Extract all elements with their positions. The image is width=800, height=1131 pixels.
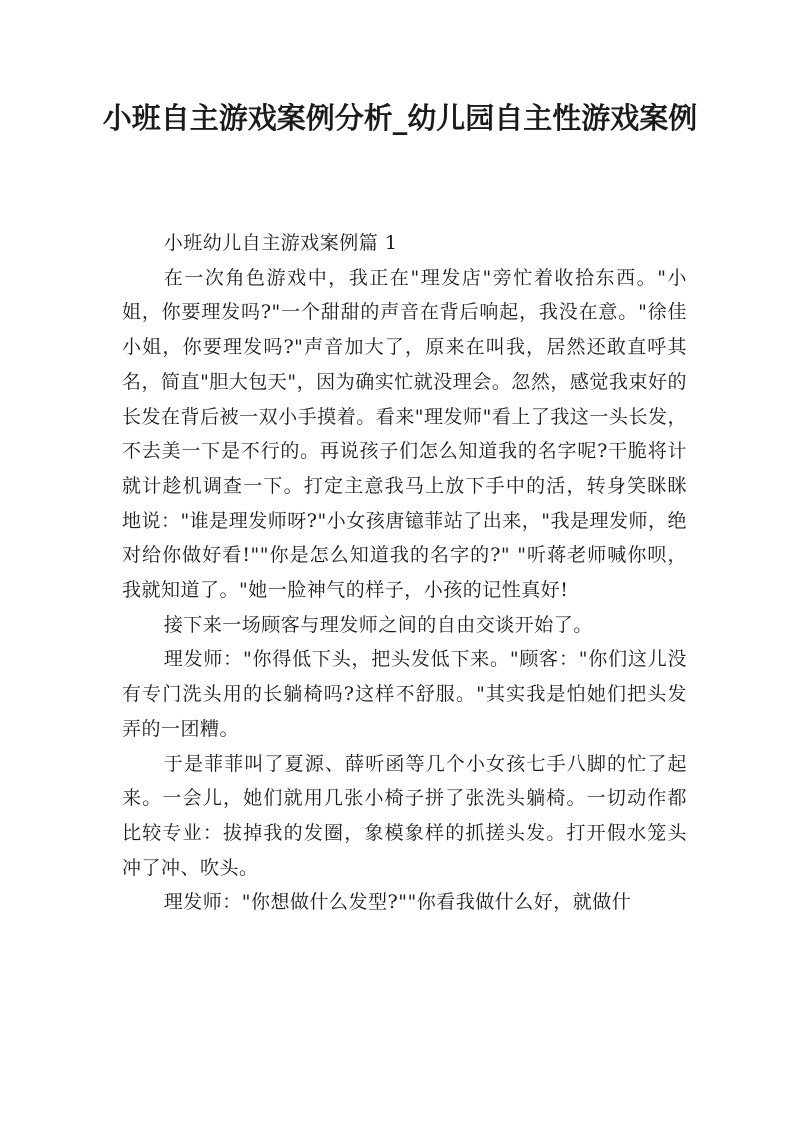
paragraph-4: 于是菲菲叫了夏源、薛听函等几个小女孩七手八脚的忙了起来。一会儿，她们就用几张小椅子拼了张洗头躺椅。一切动作都比较专业：拔掉我的发圈，象模象样的抓搓头发。打开假水笼头冲了冲、吹头。 [122, 752, 687, 879]
paragraph-5: 理发师："你想做什么发型?""你看我做什么好，就做什 [163, 891, 632, 914]
document-body [122, 226, 687, 920]
section-heading: 小班幼儿自主游戏案例篇 1 [163, 232, 398, 254]
paragraph-1: 在一次角色游戏中，我正在"理发店"旁忙着收拾东西。"小姐，你要理发吗?"一个甜甜的声音在背后响起，我没在意。"徐佳小姐，你要理发吗?"声音加大了，原来在叫我，居然还敢直呼其名，简直"胆大包天"，因为确实忙就没理会。忽然，感觉我束好的长发在背后被一双小手摸着。看来"理发师"看上了我这一头长发，不去美一下是不行的。再说孩子们怎么知道我的名字呢?干脆将计就计趁机调查一下。打定主意我马上放下手中的活，转身笑眯眯地说："谁是理发师呀?"小女孩唐镱菲站了出来，"我是理发师，绝对给你做好看!""你是怎么知道我的名字的?" "听蒋老师喊你呗，我就知道了。"她一脸神气的样子，小孩的记性真好! [122, 266, 687, 602]
paragraph-2: 接下来一场顾客与理发师之间的自由交谈开始了。 [163, 613, 593, 636]
paragraph-3: 理发师："你得低下头，把头发低下来。"顾客："你们这儿没有专门洗头用的长躺椅吗?这样不舒服。"其实我是怕她们把头发弄的一团糟。 [122, 648, 687, 740]
document-title: 小班自主游戏案例分析_幼儿园自主性游戏案例 [102, 101, 698, 135]
